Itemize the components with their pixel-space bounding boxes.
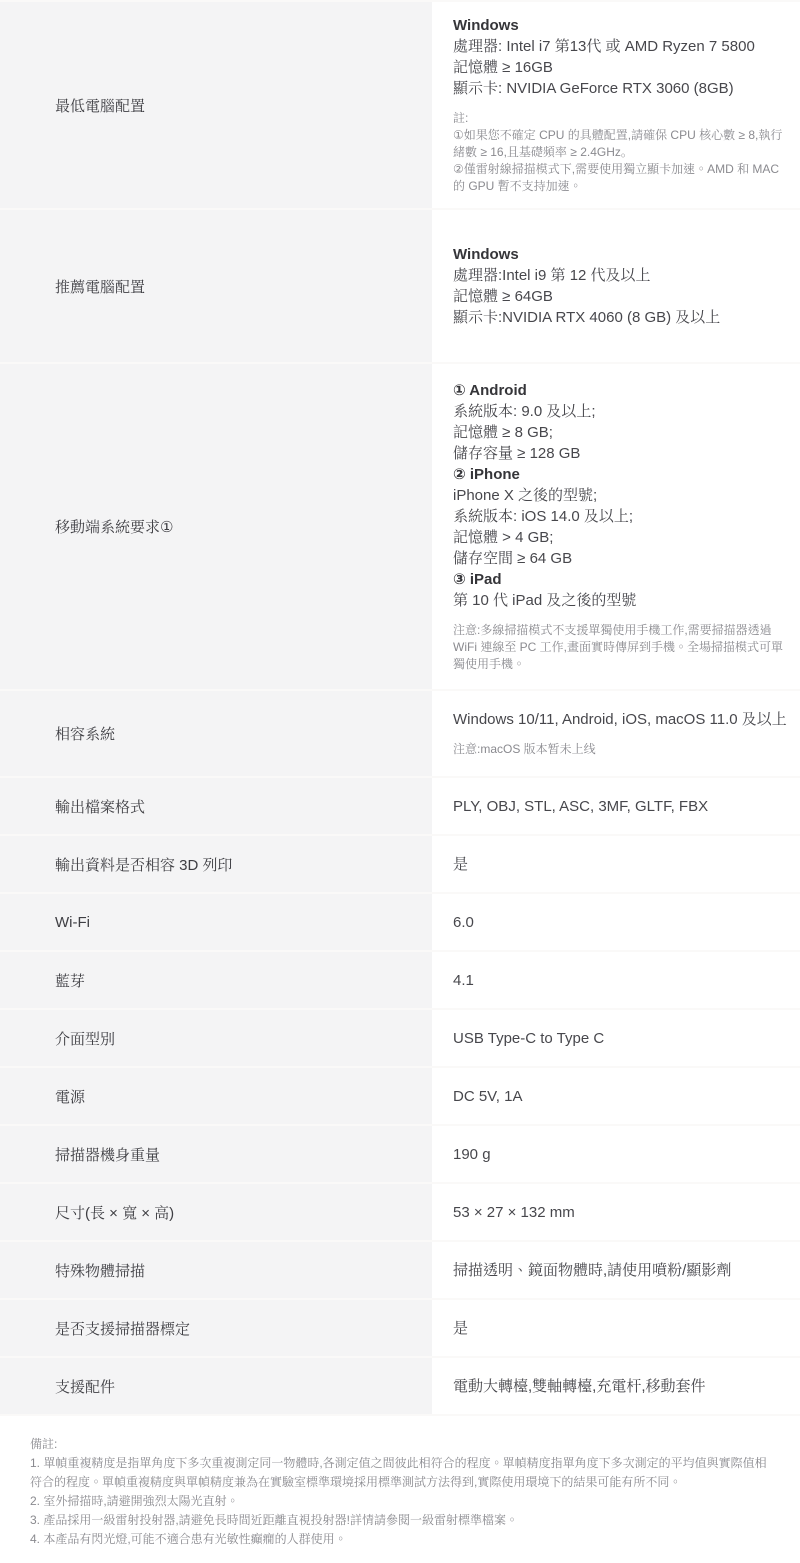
spec-label [0, 691, 432, 776]
spec-value [432, 1184, 800, 1240]
spec-value-line: DC 5V, 1A [453, 1087, 523, 1105]
spec-value-line: 掃描透明、鏡面物體時,請使用噴粉/顯影劑 [453, 1261, 732, 1279]
spec-label [0, 894, 432, 950]
footnotes-heading: 備註: [30, 1437, 58, 1451]
spec-row [0, 1182, 800, 1240]
spec-value [432, 952, 800, 1008]
footnote-line: 1. 單幀重複精度是指單角度下多次重複測定同一物體時,各測定值之間彼此相符合的程度。單幀精度指單角度下多次測定的平均值與實際值相符合的程度。單幀重複精度與單幀精度兼為在實驗室標準環境採用標準測試方法得到,實際使用環境下的結果可能有所不同。 [30, 1456, 767, 1489]
spec-value [432, 1242, 800, 1298]
spec-value-line: 記憶體 > 4 GB; [453, 529, 554, 546]
spec-value [432, 1126, 800, 1182]
spec-row [0, 834, 800, 892]
spec-label-text: 推薦電腦配置 [55, 278, 146, 296]
spec-value-line: 記憶體 ≥ 16GB [453, 59, 553, 76]
spec-row [0, 776, 800, 834]
spec-value-line: 第 10 代 iPad 及之後的型號 [453, 592, 637, 609]
spec-label [0, 1126, 432, 1182]
spec-value [432, 364, 800, 689]
footnote-line: 3. 產品採用一級雷射投射器,請避免長時間近距離直視投射器!詳情請參閱一級雷射標準檔案。 [30, 1513, 519, 1527]
spec-value-line: 系統版本: 9.0 及以上; [453, 403, 596, 420]
spec-row [0, 362, 800, 689]
spec-value-line: Windows [453, 17, 519, 34]
spec-value [432, 1300, 800, 1356]
spec-value-line: 記憶體 ≥ 8 GB; [453, 424, 553, 441]
spec-value-line: 儲存空間 ≥ 64 GB [453, 550, 573, 567]
spec-label-text: 特殊物體掃描 [55, 1262, 146, 1280]
spec-label [0, 1242, 432, 1298]
spec-value-line: PLY, OBJ, STL, ASC, 3MF, GLTF, FBX [453, 797, 709, 815]
spec-value-line: 處理器:Intel i9 第 12 代及以上 [453, 267, 651, 284]
spec-value [432, 2, 800, 208]
spec-row [0, 892, 800, 950]
spec-label-text: 尺寸(長 × 寬 × 高) [55, 1204, 175, 1222]
spec-label-text: 輸出資料是否相容 3D 列印 [55, 856, 233, 874]
spec-value [432, 210, 800, 362]
footnotes [0, 1414, 800, 1563]
spec-value [432, 1358, 800, 1414]
spec-value-line: 註: [453, 111, 469, 125]
spec-row [0, 1240, 800, 1298]
spec-row [0, 1356, 800, 1414]
spec-value-line: 系統版本: iOS 14.0 及以上; [453, 508, 634, 525]
spec-row [0, 1008, 800, 1066]
spec-value-line: 4.1 [453, 971, 474, 989]
spec-value-line: 190 g [453, 1145, 491, 1163]
spec-row [0, 689, 800, 776]
spec-label-text: 最低電腦配置 [55, 97, 146, 115]
spec-label-text: 是否支援掃描器標定 [55, 1320, 191, 1338]
spec-value-line: USB Type-C to Type C [453, 1029, 605, 1047]
spec-value-line: 電動大轉檯,雙軸轉檯,充電杆,移動套件 [453, 1377, 706, 1395]
spec-row [0, 1298, 800, 1356]
spec-value [432, 691, 800, 776]
spec-value-line: 是 [453, 855, 469, 873]
spec-label-text: 相容系統 [55, 726, 116, 743]
spec-value-line: ② iPhone [453, 466, 520, 483]
spec-label-text: Wi-Fi [55, 913, 90, 931]
spec-label-text: 電源 [55, 1088, 86, 1106]
spec-value-line: iPhone X 之後的型號; [453, 487, 598, 504]
spec-value-line: 處理器: Intel i7 第13代 或 AMD Ryzen 7 5800 [453, 38, 755, 55]
spec-value-line: 注意:macOS 版本暂未上线 [453, 742, 596, 756]
spec-value-line: 53 × 27 × 132 mm [453, 1203, 575, 1221]
spec-label-text: 輸出檔案格式 [55, 798, 146, 816]
spec-label-text: 移動端系統要求① [55, 519, 174, 536]
spec-label-text: 支援配件 [55, 1378, 116, 1396]
spec-value [432, 894, 800, 950]
spec-value-line: ①如果您不確定 CPU 的具體配置,請確保 CPU 核心數 ≥ 8,執行緒數 ≥ 16,且基礎頻率 ≥ 2.4GHz。 [453, 128, 783, 159]
spec-value [432, 778, 800, 834]
spec-value [432, 836, 800, 892]
spec-label [0, 1300, 432, 1356]
spec-label [0, 2, 432, 208]
spec-label [0, 836, 432, 892]
spec-value-line: Windows 10/11, Android, iOS, macOS 11.0 及以上 [453, 711, 787, 728]
spec-row [0, 208, 800, 362]
spec-value-line: ②僅雷射線掃描模式下,需要使用獨立顯卡加速。AMD 和 MAC 的 GPU 暫不支持加速。 [453, 162, 780, 193]
spec-label [0, 1358, 432, 1414]
spec-label [0, 1068, 432, 1124]
spec-row [0, 1124, 800, 1182]
spec-label-text: 掃描器機身重量 [55, 1146, 161, 1164]
spec-value-line: ① Android [453, 382, 527, 399]
spec-value-line: ③ iPad [453, 571, 502, 588]
spec-label [0, 364, 432, 689]
spec-value [432, 1068, 800, 1124]
spec-label [0, 210, 432, 362]
footnote-line: 4. 本產品有閃光燈,可能不適合患有光敏性癲癇的人群使用。 [30, 1532, 347, 1546]
spec-value-line: Windows [453, 246, 519, 263]
spec-label [0, 952, 432, 1008]
spec-row [0, 1066, 800, 1124]
spec-value-line: 顯示卡: NVIDIA GeForce RTX 3060 (8GB) [453, 80, 734, 97]
spec-label [0, 778, 432, 834]
spec-value-line: 記憶體 ≥ 64GB [453, 288, 553, 305]
spec-label-text: 藍芽 [55, 972, 86, 990]
spec-value-line: 儲存容量 ≥ 128 GB [453, 445, 581, 462]
spec-row [0, 950, 800, 1008]
spec-value-line: 是 [453, 1319, 469, 1337]
spec-value [432, 1010, 800, 1066]
spec-label [0, 1010, 432, 1066]
spec-value-line: 注意:多線掃描模式不支援單獨使用手機工作,需要掃描器透過 WiFi 連線至 PC 工作,畫面實時傳屏到手機。全場掃描模式可單獨使用手機。 [453, 623, 783, 671]
footnote-line: 2. 室外掃描時,請避開強烈太陽光直射。 [30, 1494, 239, 1508]
spec-label [0, 1184, 432, 1240]
spec-value-line: 顯示卡:NVIDIA RTX 4060 (8 GB) 及以上 [453, 309, 721, 326]
spec-value-line: 6.0 [453, 913, 474, 931]
spec-label-text: 介面型別 [55, 1030, 116, 1048]
spec-row [0, 0, 800, 208]
